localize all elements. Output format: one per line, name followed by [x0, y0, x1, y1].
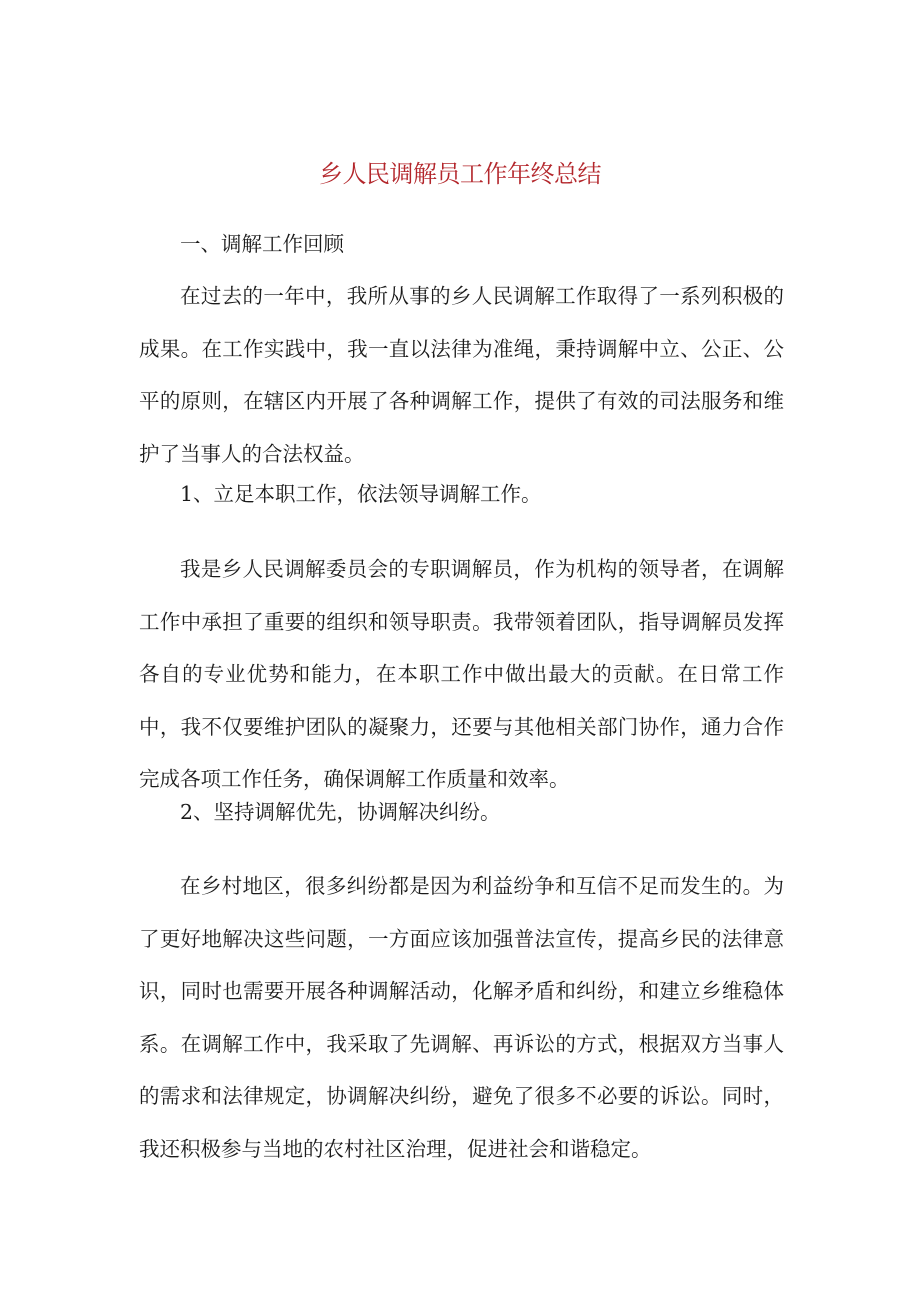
document-title: 乡人民调解员工作年终总结: [319, 160, 601, 188]
section-heading-review: 一、调解工作回顾: [180, 232, 344, 256]
paragraph-overview: 在过去的一年中，我所从事的乡人民调解工作取得了一系列积极的成果。在工作实践中，我一直以法律为准绳，秉持调解中立、公正、公平的原则，在辖区内开展了各种调解工作，提供了有效的司法服务和维护了当事人的合法权益。: [139, 284, 784, 466]
item-heading-mediation-first: 2、坚持调解优先，协调解决纠纷。: [180, 800, 501, 824]
paragraph-leadership: 我是乡人民调解委员会的专职调解员，作为机构的领导者，在调解工作中承担了重要的组织和领导职责。我带领着团队，指导调解员发挥各自的专业优势和能力，在本职工作中做出最大的贡献。在日常工作中，我不仅要维护团队的凝聚力，还要与其他相关部门协作，通力合作完成各项工作任务，确保调解工作质量和效率。: [139, 557, 784, 791]
paragraph-dispute-resolution: 在乡村地区，很多纠纷都是因为利益纷争和互信不足而发生的。为了更好地解决这些问题，一方面应该加强普法宣传，提高乡民的法律意识，同时也需要开展各种调解活动，化解矛盾和纠纷，和建立乡维稳体系。在调解工作中，我采取了先调解、再诉讼的方式，根据双方当事人的需求和法律规定，协调解决纠纷，避免了很多不必要的诉讼。同时，我还积极参与当地的农村社区治理，促进社会和谐稳定。: [139, 874, 784, 1161]
item-heading-duty: 1、立足本职工作，依法领导调解工作。: [180, 482, 542, 506]
